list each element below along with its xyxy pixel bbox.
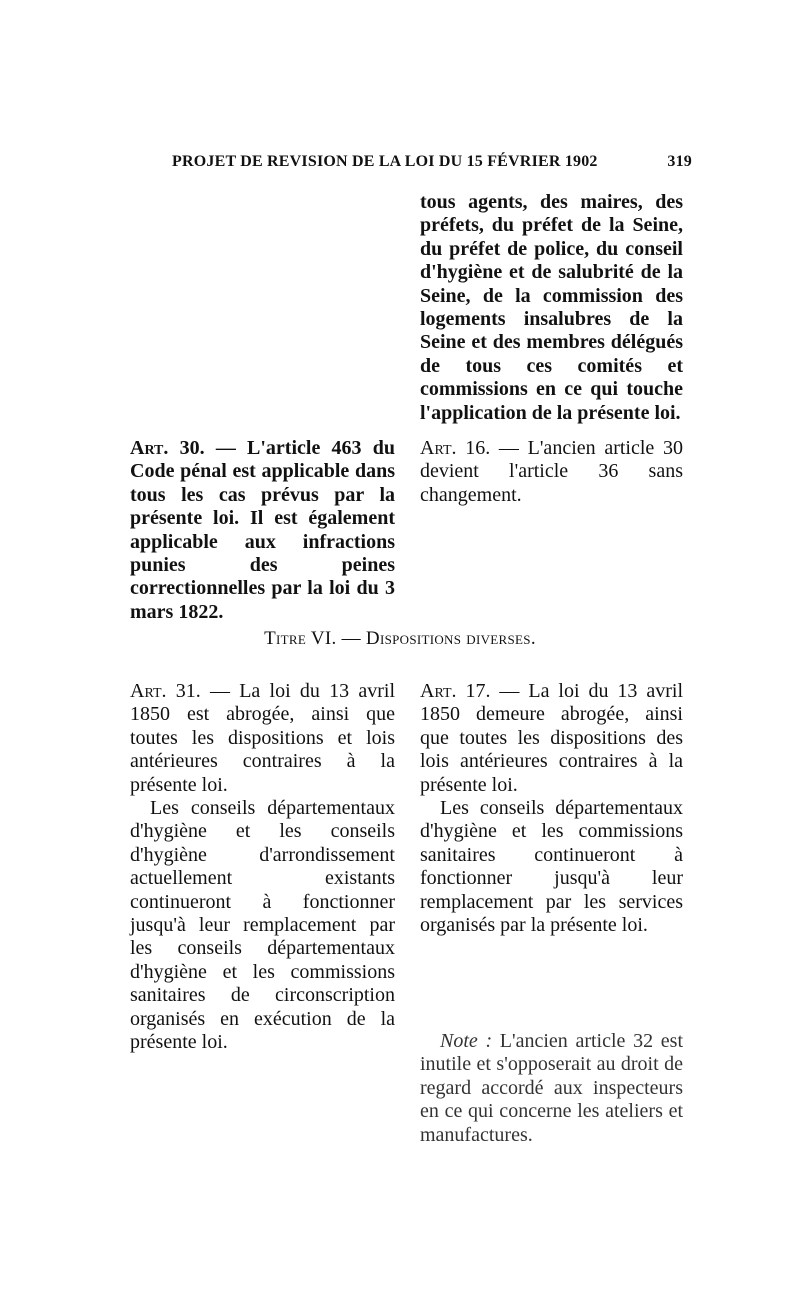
section-title: Titre VI. — Dispositions diverses. [264, 628, 536, 649]
note [420, 1030, 683, 1147]
article-17-paragraph-2: Les conseils départementaux d'hygiène et les commissions sanitaires continueront à fonctionner jusqu'à leur remplacement par les services organisés par la présente loi. [420, 797, 683, 937]
article-16 [420, 437, 683, 507]
article-16-label: Art. 16. [420, 437, 491, 459]
article-17-label: Art. 17. [420, 680, 491, 702]
article-31 [130, 680, 395, 1055]
article-31-text: — La loi du 13 avril 1850 est abrogée, ainsi que toutes les dispositions et lois antérieures contraires à la présente loi. [130, 680, 395, 796]
article-31-label: Art. 31. [130, 680, 201, 702]
running-head-title: PROJET DE REVISION DE LA LOI DU 15 FÉVRIER 1902 [172, 153, 598, 170]
note-text: L'ancien article 32 est inutile et s'opposerait au droit de regard accordé aux inspecteurs en ce qui concerne les ateliers et manufactures. [420, 1030, 683, 1146]
article-17-text: — La loi du 13 avril 1850 demeure abrogée, ainsi que toutes les dispositions des lois antérieures contraires à la présente loi. [420, 680, 684, 796]
page-number: 319 [667, 153, 692, 170]
note-label: Note : [440, 1030, 493, 1052]
article-30-label: Art. 30. [130, 437, 205, 459]
article-31-paragraph-2: Les conseils départementaux d'hygiène et les conseils d'hygiène d'arrondissement actuellement existants continueront à fonctionner jusqu'à leur remplacement par les conseils départementaux d'hygiène et les commissions sanitaires de circonscription organisés en exécution de la présente loi. [130, 797, 395, 1054]
article-17 [420, 680, 683, 937]
continued-paragraph: tous agents, des maires, des préfets, du préfet de la Seine, du préfet de police, du conseil d'hygiène et de salubrité de la Seine, de la commission des logements insalubres de la Seine et des membres délégués de tous ces comités et commissions en ce qui touche l'application de la présente loi. [420, 191, 683, 424]
article-30-text: — L'article 463 du Code pénal est applicable dans tous les cas prévus par la présente loi. Il est également applicable aux infractions punies des peines correctionnelles par la loi du 3 mars 1822. [130, 437, 395, 623]
article-16-text: — L'ancien article 30 devient l'article 36 sans changement. [420, 437, 683, 506]
continued-article-text [420, 191, 683, 425]
article-30 [130, 437, 395, 624]
